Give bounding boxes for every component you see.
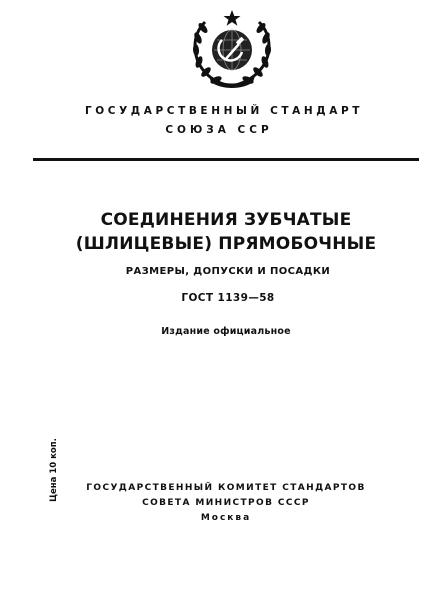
header-line-2: СОЮЗА ССР — [165, 124, 273, 136]
header-line-1: ГОСУДАРСТВЕННЫЙ СТАНДАРТ — [84, 105, 364, 117]
standard-number: ГОСТ 1139—58 — [181, 292, 275, 304]
price-label: Цена 10 коп. — [49, 438, 59, 502]
document-title-line-1: СОЕДИНЕНИЯ ЗУБЧАТЫЕ — [100, 210, 352, 230]
document-subtitle: РАЗМЕРЫ, ДОПУСКИ И ПОСАДКИ — [125, 266, 331, 277]
issuer-city: Москва — [200, 513, 252, 523]
issuer-line-2: СОВЕТА МИНИСТРОВ СССР — [142, 498, 310, 508]
horizontal-rule — [33, 158, 419, 161]
ussr-state-emblem-icon — [187, 8, 277, 90]
edition-label: Издание официальное — [161, 326, 291, 337]
issuer-line-1: ГОСУДАРСТВЕННЫЙ КОМИТЕТ СТАНДАРТОВ — [86, 483, 366, 493]
document-title-line-2: (ШЛИЦЕВЫЕ) ПРЯМОБОЧНЫЕ — [75, 234, 377, 254]
